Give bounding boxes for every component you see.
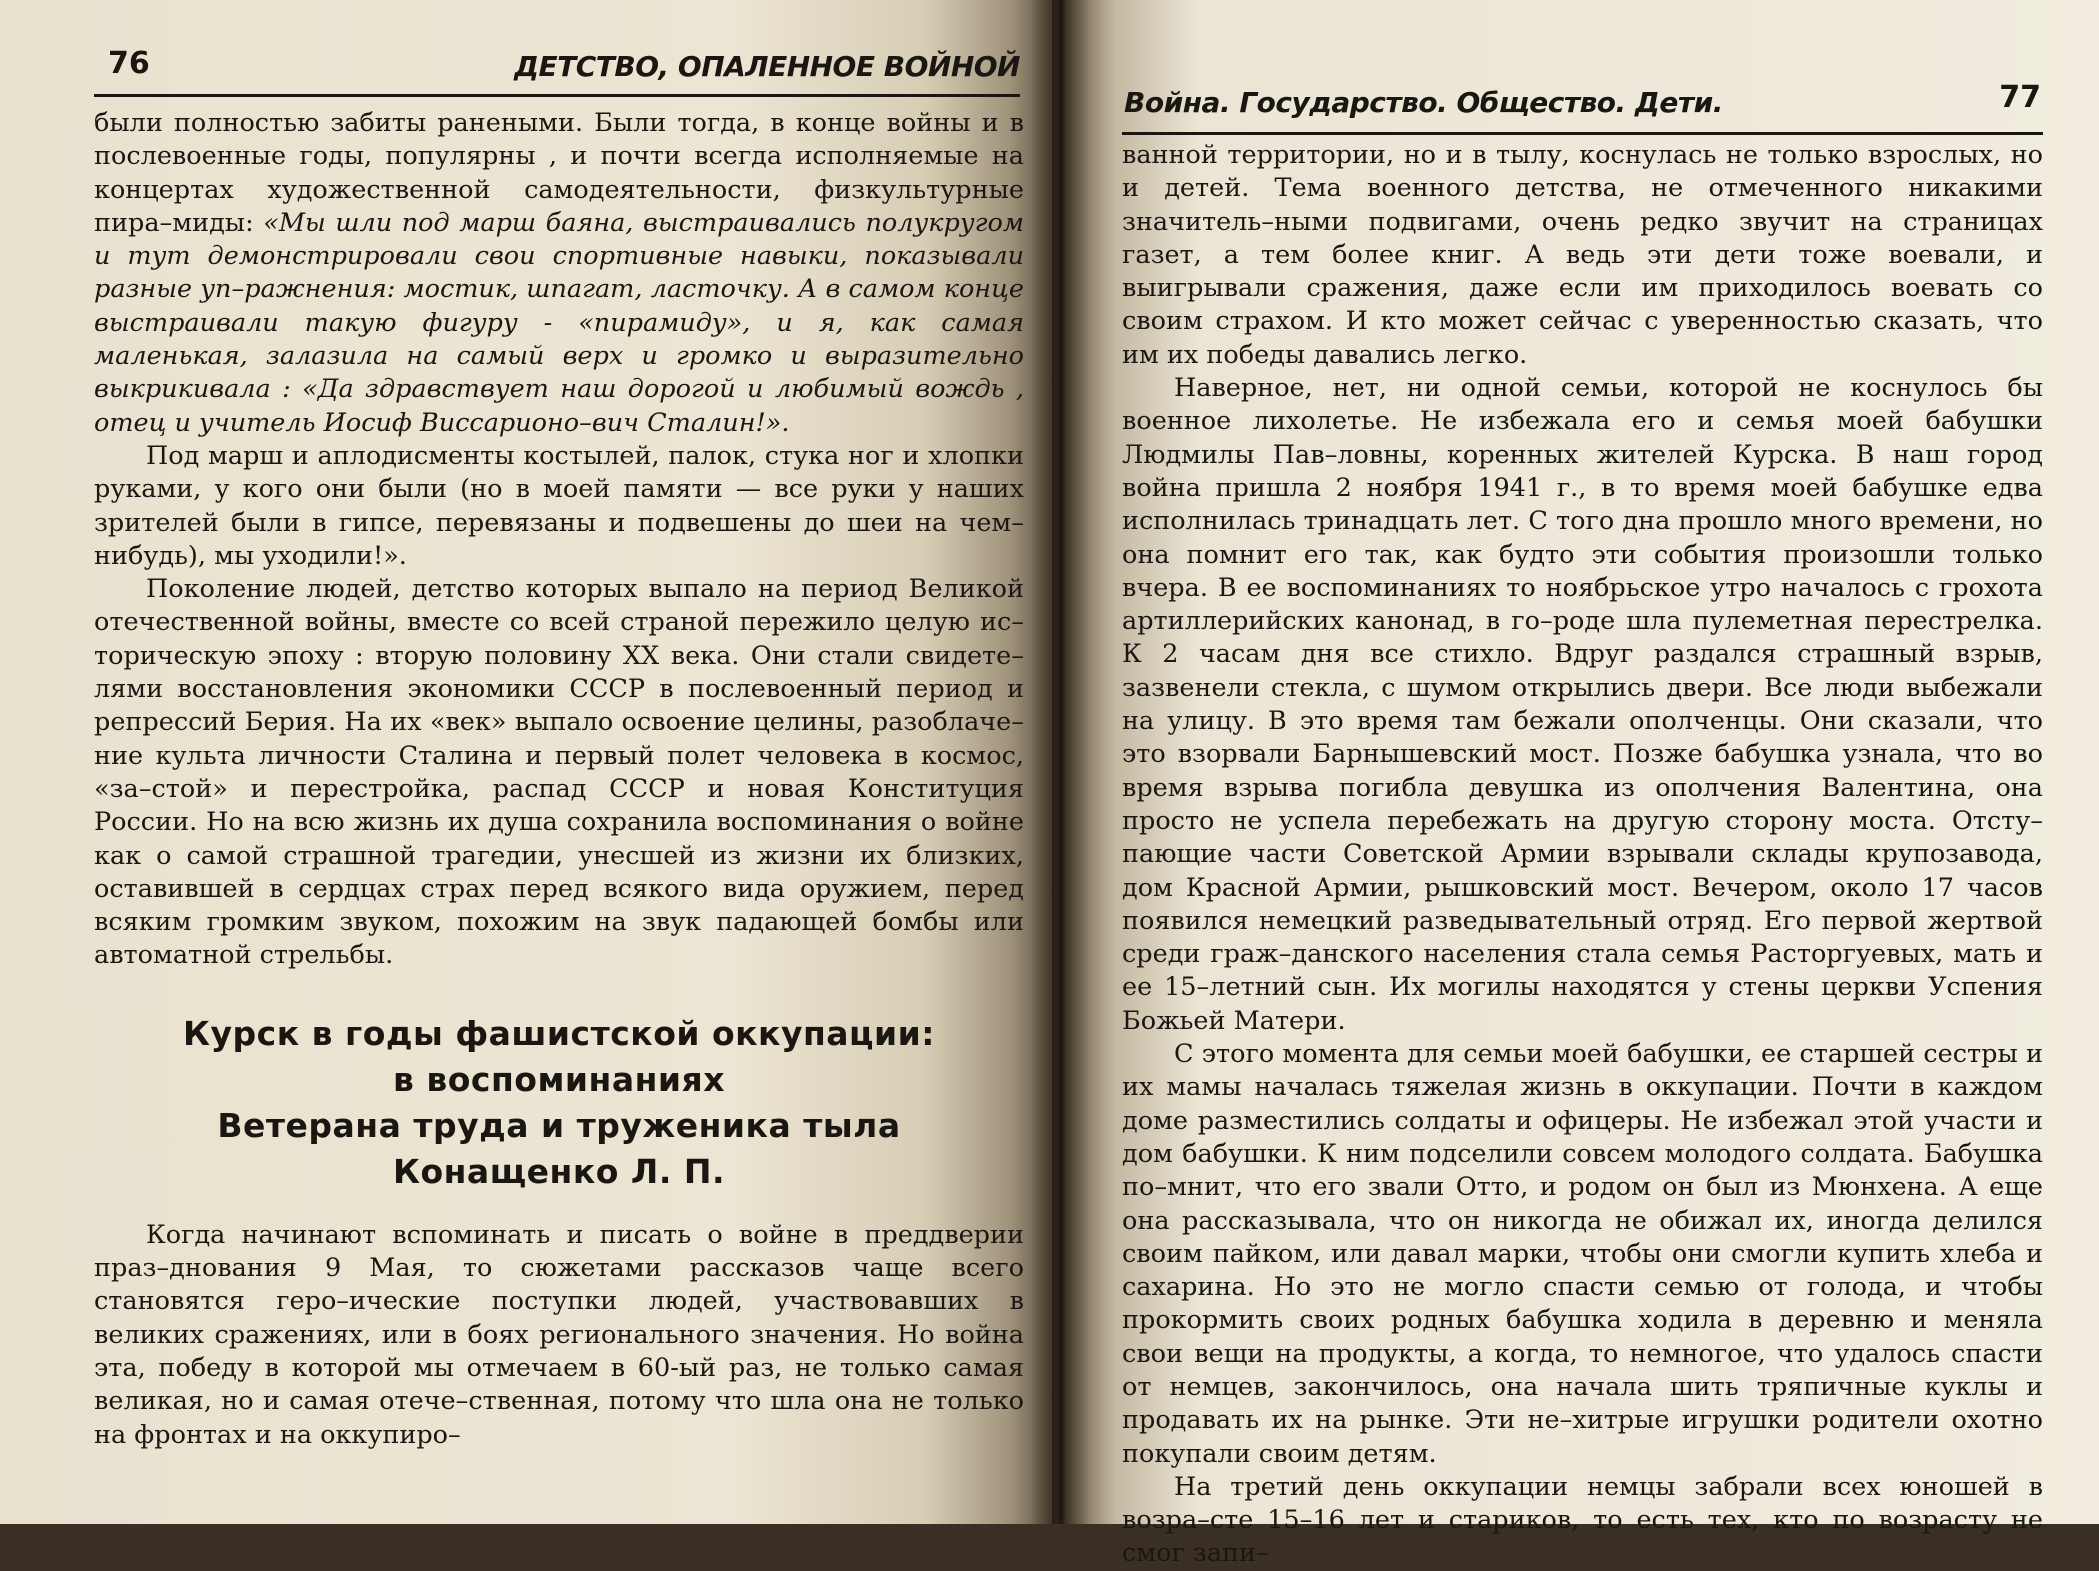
right-paragraph-4: На третий день оккупации немцы забрали всех юношей в возра–сте 15–16 лет и стариков, то есть тех, кто по возрасту не смог запи–	[1122, 1471, 2043, 1569]
right-page	[1052, 0, 2099, 1569]
right-running-title: Война. Государство. Общество. Дети.	[1124, 86, 1723, 119]
left-running-title: ДЕТСТВО, ОПАЛЕННОЕ ВОЙНОЙ	[514, 50, 1020, 83]
right-page-number: 77	[1999, 80, 2041, 115]
right-paragraph-3: С этого момента для семьи моей бабушки, ее старшей сестры и их мамы началась тяжелая жизнь в оккупации. Почти в каждом доме разместились солдаты и офицеры. Не избежал этой участи и дом бабушки. К ним подселили совсем молодого солдата. Бабушка по–мнит, что его звали Отто, и родом он был из Мюнхена. А еще она рассказывала, что он никогда не обижал их, иногда делился своим пайком, или давал марки, чтобы они смогли купить хлеба и сахарина. Но это не могло спасти семью от голода, и чтобы прокормить своих родных бабушка ходила в деревню и меняла свои вещи на продукты, а когда, то немногое, что удалось спасти от немцев, закончилось, она начала шить тряпичные куклы и продавать их на рынке. Эти не–хитрые игрушки родители охотно покупали своим детям.	[1122, 1039, 2043, 1469]
section-heading-line-1: Курск в годы фашистской оккупации:	[183, 1013, 935, 1053]
left-running-header	[94, 40, 1020, 97]
section-heading-line-3: Ветерана труда и труженика тыла	[217, 1105, 901, 1145]
right-paragraph-2: Наверное, нет, ни одной семьи, которой не коснулось бы военное лихолетье. Не избежала его и семья моей бабушки Людмилы Пав–ловны, коренных жителей Курска. В наш город война пришла 2 ноября 1941 г., в то время моей бабушке едва исполнилась тринадцать лет. С того дна прошло много времени, но она помнит его так, как будто эти события произошли только вчера. В ее воспоминаниях то ноябрьское утро началось с грохота артиллерийских канонад, в го–роде шла пулеметная перестрелка. К 2 часам дня все стихло. Вдруг раздался страшный взрыв, зазвенели стекла, с шумом открылись двери. Все люди выбежали на улицу. В это время там бежали ополченцы. Они сказали, что это взорвали Барнышевский мост. Позже бабушка узнала, что во время взрыва погибла девушка из ополчения Валентина, она просто не успела перебежать на другую сторону моста. Отсту–пающие части Советской Армии взрывали склады крупозавода, дом Красной Армии, рышковский мост. Вечером, около 17 часов появился немецкий разведывательный отряд. Его первой жертвой среди граж–данского населения стала семья Расторгуевых, мать и ее 15–летний сын. Их могилы находятся у стены церкви Успения Божьей Матери.	[1122, 373, 2043, 1036]
left-paragraph-1	[94, 107, 1024, 440]
right-body-text	[1122, 139, 2043, 1571]
right-paragraph-1: ванной территории, но и в тылу, коснулась не только взрослых, но и детей. Тема военного детства, не отмеченного никакими значитель–ными подвигами, очень редко звучит на страницах газет, а тем более книг. А ведь эти дети тоже воевали, и выигрывали сражения, даже если им приходилось воевать со своим страхом. И кто может сейчас с уверенностью сказать, что им их победы давались легко.	[1122, 140, 2043, 370]
left-paragraph-2: Под марш и аплодисменты костылей, палок, стука ног и хлопки руками, у кого они были (но в моей памяти — все руки у наших зрителей были в гипсе, перевязаны и подвешены до шеи на чем–нибудь), мы уходили!».	[94, 440, 1024, 571]
left-page	[0, 0, 1052, 1524]
section-heading-line-2: в воспоминаниях	[392, 1059, 726, 1099]
left-paragraph-4: Когда начинают вспоминать и писать о войне в преддверии праз–днования 9 Мая, то сюжетами рассказов чаще всего становятся геро–ические поступки людей, участвовавших в великих сражениях, или в боях регионального значения. Но война эта, победу в которой мы отмечаем в 60-ый раз, не только самая великая, но и самая отече–ственная, потому что шла она не только на фронтах и на оккупиро–	[94, 1219, 1024, 1450]
section-heading-line-4: Конащенко Л. П.	[392, 1151, 726, 1191]
left-body-text	[94, 107, 1024, 1452]
left-paragraph-1-quote: «Мы шли под марш баяна, выстраивались полукругом и тут демонстрировали свои спортивные навыки, показывали разные уп–ражнения: мостик, шпагат, ласточку. А в самом конце выстраивали такую фигуру - «пирамиду», и я, как самая маленькая, залазила на самый верх и громко и выразительно выкрикивала : «Да здравствует наш дорогой и любимый вождь , отец и учитель Иосиф Виссарионо–вич Сталин!».	[94, 207, 1024, 438]
left-paragraph-1-lead: были полностью забиты ранеными. Были тогда, в конце войны и в послевоенные годы, популярны , и почти всегда исполняемые на концертах художественной самодеятельности, физкультурные пира–миды:	[94, 108, 1024, 238]
left-paragraph-3: Поколение людей, детство которых выпало на период Великой отечественной войны, вместе со всей страной пережило целую ис–торическую эпоху : вторую половину XX века. Они стали свидете–лями восстановления экономики СССР в послевоенный период и репрессий Берия. На их «век» выпало освоение целины, разоблаче–ние культа личности Сталина и первый полет человека в космос, «за–стой» и перестройка, распад СССР и новая Конституция России. Но на всю жизнь их душа сохранила воспоминания о войне как о самой страшной трагедии, унесшей из жизни их близких, оставившей в сердцах страх перед всякого вида оружием, перед всяким громким звуком, похожим на звук падающей бомбы или автоматной стрельбы.	[94, 574, 1024, 971]
section-heading	[94, 1011, 1024, 1195]
right-running-header	[1122, 78, 2043, 135]
left-page-number: 76	[108, 46, 150, 81]
